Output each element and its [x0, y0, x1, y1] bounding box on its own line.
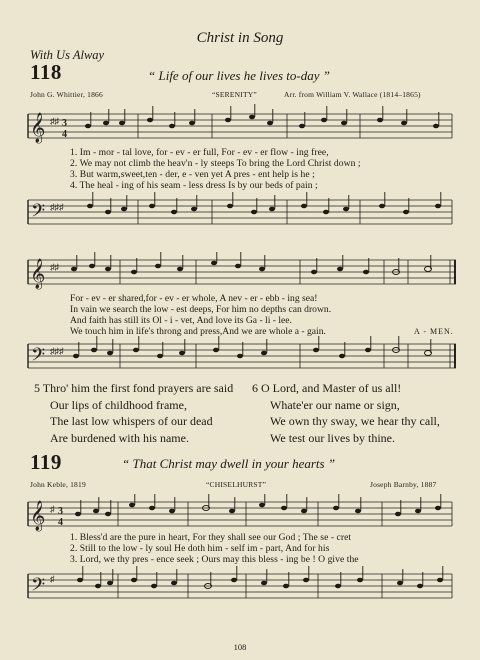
hymn-118-lyric-2-1: For - ev - er shared,for - ev - er whole, A nev - er - ebb - ing sea!	[70, 293, 318, 304]
hymn-118-verse-6	[252, 380, 440, 446]
svg-text:♯: ♯	[50, 574, 55, 584]
svg-text:3: 3	[58, 506, 63, 517]
page-number: 108	[233, 642, 247, 652]
hymn-118-bass-staff-2	[0, 336, 480, 376]
hymn-118-treble-staff-1	[0, 104, 480, 144]
verse-5-line-3: The last low whispers of our dead	[50, 414, 213, 428]
hymn-119-number: 119	[30, 450, 62, 474]
verse-6-line-4: We test our lives by thine.	[270, 430, 396, 445]
hymn-119-lyric-3: 3. Lord, we thy pres - ence seek ; Ours may this bless - ing be ! O give the	[70, 554, 359, 565]
hymn-118-tune: “SERENITY”	[212, 90, 257, 99]
svg-text:𝄞: 𝄞	[30, 259, 46, 288]
svg-text:𝄢: 𝄢	[31, 344, 46, 369]
hymn-118-lyric-1-1: 1. Im - mor - tal love, for - ev - er full, For - ev - er flow - ing free,	[70, 147, 329, 158]
treble-clef-icon: 𝄞	[30, 113, 46, 142]
hymn-118-arranger: Arr. from William V. Wallace (1814–1865)	[284, 90, 421, 99]
hymn-118-lyric-2-3: And faith has still its Ol - i - vet, And love its Ga - li - lee.	[70, 315, 292, 326]
svg-text:♯: ♯	[50, 504, 55, 514]
bass-clef-icon: 𝄢	[31, 200, 46, 225]
hymn-118-quote: “ Life of our lives he lives to-day ”	[148, 68, 330, 83]
hymn-119-bass-staff	[0, 566, 480, 606]
verse-5-line-1: 5 Thro' him the first fond prayers are said	[34, 381, 234, 395]
hymn-118-number: 118	[30, 60, 62, 84]
hymn-118-lyric-2-4: We touch him in life's throng and press,And we are whole a - gain.	[70, 326, 326, 337]
svg-text:♯♯: ♯♯	[50, 262, 59, 272]
verse-6-line-3: We own thy sway, we hear thy call,	[270, 414, 440, 428]
svg-text:4: 4	[58, 517, 63, 528]
verse-6-line-1: 6 O Lord, and Master of us all!	[252, 381, 402, 395]
hymn-119-quote: “ That Christ may dwell in your hearts ”	[122, 456, 336, 471]
hymn-118-lyric-1-3: 3. But warm,sweet,ten - der, e - ven yet A pres - ent help is he ;	[70, 169, 315, 180]
hymn-119-treble-staff	[0, 494, 480, 534]
hymn-119-lyric-2: 2. Still to the low - ly soul He doth him - self im - part, And for his	[70, 543, 330, 554]
hymn-118-author: John G. Whittier, 1866	[30, 90, 103, 99]
verse-5-line-2: Our lips of childhood frame,	[50, 397, 187, 412]
svg-text:𝄢: 𝄢	[31, 574, 46, 599]
hymn-118-treble-staff-2	[0, 252, 480, 292]
verse-5-line-4: Are burdened with his name.	[50, 430, 189, 445]
svg-text:♯♯: ♯♯	[50, 116, 59, 126]
verse-6-line-2: Whate'er our name or sign,	[270, 397, 400, 412]
hymn-118-lyric-2-2: In vain we search the low - est deeps, For him no depths can drown.	[70, 304, 332, 315]
hymn-119-lyric-1: 1. Bless'd are the pure in heart, For they shall see our God ; The se - cret	[70, 532, 352, 543]
hymn-118-lyric-1-4: 4. The heal - ing of his seam - less dress Is by our beds of pain ;	[70, 180, 318, 191]
svg-text:♯♯♯: ♯♯♯	[50, 202, 64, 212]
svg-text:♯♯♯: ♯♯♯	[50, 346, 64, 356]
hymn-118-amen: A - MEN.	[414, 327, 454, 336]
svg-text:3: 3	[62, 118, 67, 129]
svg-text:4: 4	[62, 129, 67, 140]
book-title: Christ in Song	[196, 30, 284, 46]
hymn-118-verse-5	[34, 380, 233, 446]
hymn-118-lyric-1-2: 2. We may not climb the heav'n - ly steeps To bring the Lord Christ down ;	[70, 158, 361, 169]
hymn-118-subtitle: With Us Alway	[30, 48, 105, 62]
hymn-118-bass-staff-1	[0, 192, 480, 232]
hymn-119-composer: Joseph Barnby, 1887	[370, 480, 437, 489]
svg-text:𝄞: 𝄞	[30, 501, 46, 530]
hymn-119-author: John Keble, 1819	[30, 480, 86, 489]
hymn-119-tune: “CHISELHURST”	[206, 480, 267, 489]
